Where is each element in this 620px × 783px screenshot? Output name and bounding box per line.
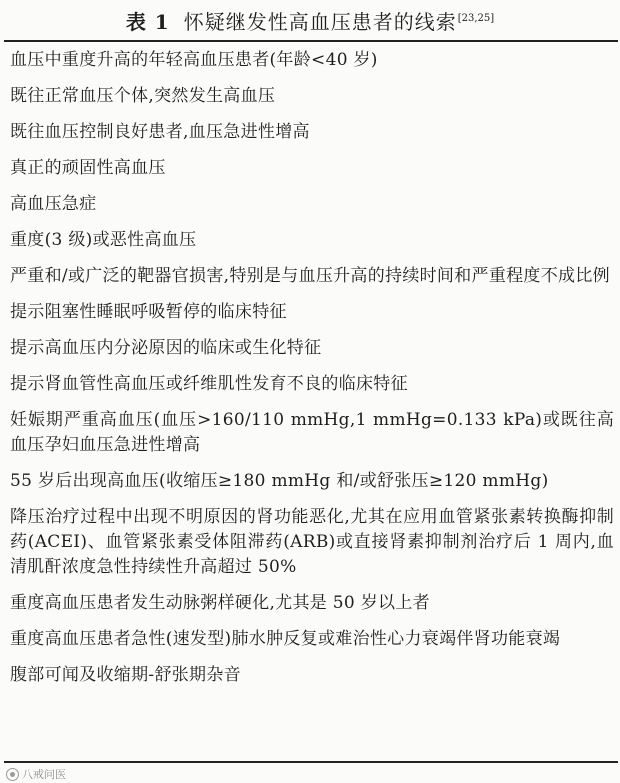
reference-superscript: [23,25] [457, 13, 495, 25]
watermark-text: 八戒问医 [22, 768, 66, 781]
clue-row: 重度(3 级)或恶性高血压 [10, 230, 197, 250]
clue-row: 降压治疗过程中出现不明原因的肾功能恶化,尤其在应用血管紧张素转换酶抑制药(ACEI)、血管紧张素受体阻滞药(ARB)或直接肾素抑制剂治疗后 1 周内,血清肌酐浓度急性持续性升高超过 50% [10, 507, 614, 577]
clue-row: 既往正常血压个体,突然发生高血压 [10, 86, 276, 106]
clue-row: 真正的顽固性高血压 [10, 158, 166, 178]
table-title-text: 怀疑继发性高血压患者的线索 [183, 10, 457, 34]
clue-row: 高血压急症 [10, 194, 97, 214]
clue-list [10, 42, 614, 693]
clue-row: 重度高血压患者发生动脉粥样硬化,尤其是 50 岁以上者 [10, 593, 430, 613]
clue-row: 血压中重度升高的年轻高血压患者(年龄<40 岁) [10, 50, 378, 70]
clue-row: 腹部可闻及收缩期-舒张期杂音 [10, 665, 241, 685]
table-number: 表 1 [125, 10, 170, 34]
table-bottom-rule [4, 761, 618, 763]
clue-row: 严重和/或广泛的靶器官损害,特别是与血压升高的持续时间和严重程度不成比例 [10, 266, 610, 286]
clue-row: 提示高血压内分泌原因的临床或生化特征 [10, 338, 322, 358]
clue-row: 55 岁后出现高血压(收缩压≥180 mmHg 和/或舒张压≥120 mmHg) [10, 471, 549, 491]
clue-row: 提示阻塞性睡眠呼吸暂停的临床特征 [10, 302, 287, 322]
clue-row: 提示肾血管性高血压或纤维肌性发育不良的临床特征 [10, 374, 408, 394]
clue-row: 重度高血压患者急性(速发型)肺水肿反复或难治性心力衰竭伴肾功能衰竭 [10, 629, 561, 649]
logo-icon [6, 768, 19, 781]
watermark [6, 766, 66, 782]
clue-row: 妊娠期严重高血压(血压>160/110 mmHg,1 mmHg=0.133 kPa)或既往高血压孕妇血压急进性增高 [10, 410, 614, 455]
clue-row: 既往血压控制良好患者,血压急进性增高 [10, 122, 310, 142]
table-title [0, 8, 620, 36]
